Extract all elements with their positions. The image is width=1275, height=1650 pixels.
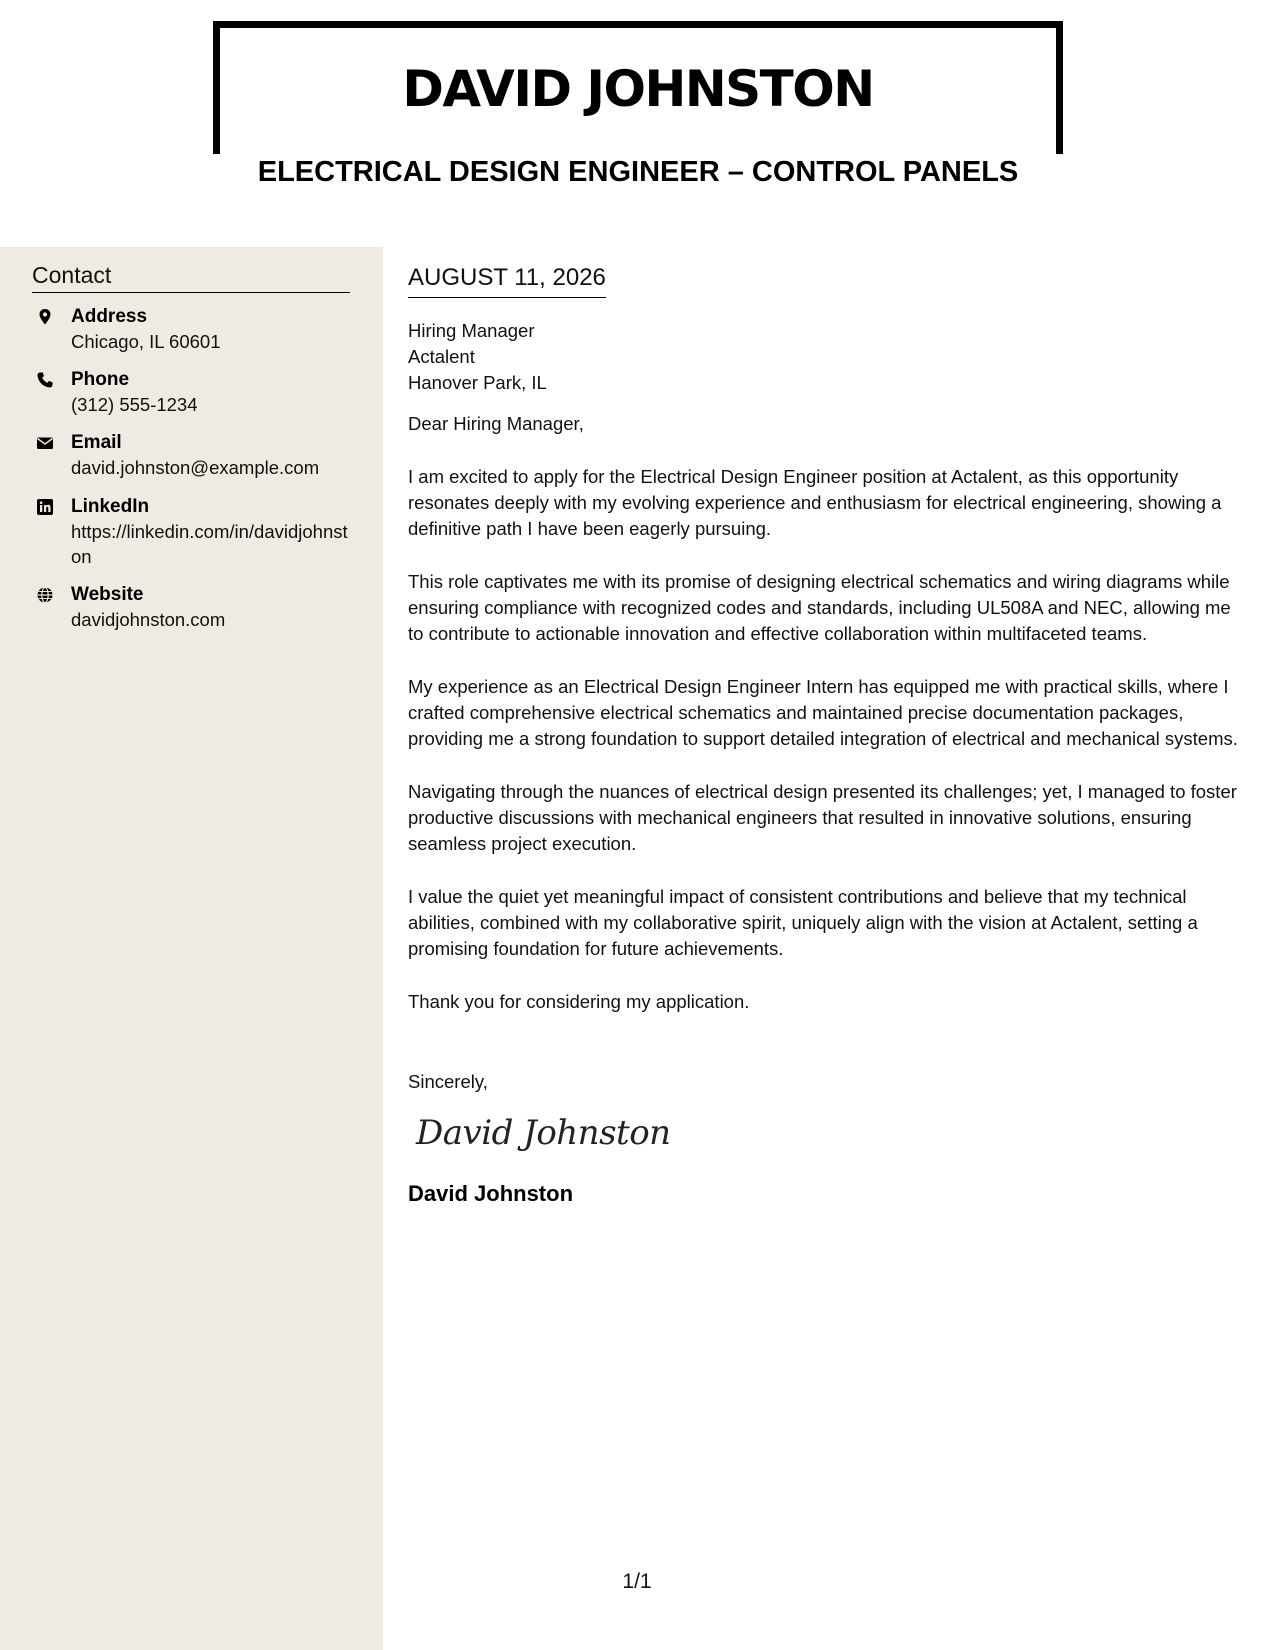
- phone-icon: [36, 371, 54, 389]
- page-number: 1/1: [622, 1570, 652, 1593]
- contact-heading: Contact: [32, 262, 350, 293]
- contact-linkedin: [32, 495, 352, 569]
- paragraph: I am excited to apply for the Electrical Design Engineer position at Actalent, as this opportunity resonates deeply with my evolving experience and enthusiasm for electrical engineering, showing a definitive path I have been eagerly pursuing.: [408, 466, 1222, 539]
- contact-value: (312) 555-1234: [71, 394, 198, 415]
- contact-address: [32, 305, 352, 354]
- applicant-name: DAVID JOHNSTON: [402, 60, 874, 118]
- contact-label: Phone: [71, 369, 130, 390]
- signer-name: David Johnston: [408, 1181, 574, 1206]
- linkedin-icon: [36, 498, 54, 516]
- recipient-block: [408, 318, 1238, 396]
- contact-value: davidjohnston.com: [71, 609, 226, 630]
- contact-email: [32, 431, 352, 480]
- paragraph: Thank you for considering my application.: [408, 991, 750, 1012]
- contact-value: https://linkedin.com/in/davidjohnston: [71, 521, 348, 567]
- contact-label: Address: [71, 306, 148, 327]
- closing: Sincerely,: [408, 1071, 488, 1092]
- paragraph: My experience as an Electrical Design Engineer Intern has equipped me with practical skills, where I crafted comprehensive electrical schematics and maintained precise documentation packages, providing me a strong foundation to support detailed integration of electrical and mechanical systems.: [408, 676, 1238, 749]
- recipient-line: Actalent: [408, 346, 475, 367]
- paragraph: This role captivates me with its promise of designing electrical schematics and wiring diagrams while ensuring compliance with recognized codes and standards, including UL508A and NEC, allowing me to contribute to actionable innovation and effective collaboration within multifaceted teams.: [408, 571, 1231, 644]
- letter-date: AUGUST 11, 2026: [408, 264, 606, 298]
- contact-value: david.johnston@example.com: [71, 457, 320, 478]
- job-title: ELECTRICAL DESIGN ENGINEER – CONTROL PANELS: [200, 154, 1076, 190]
- contact-label: LinkedIn: [71, 496, 150, 517]
- letter-body: [408, 264, 1238, 1207]
- recipient-line: Hanover Park, IL: [408, 372, 547, 393]
- contact-phone: [32, 368, 352, 417]
- paragraph: Navigating through the nuances of electrical design presented its challenges; yet, I managed to foster productive discussions with mechanical engineers that resulted in innovative solutions, ensuring seamless project execution.: [408, 781, 1237, 854]
- recipient-line: Hiring Manager: [408, 320, 535, 341]
- contact-label: Website: [71, 584, 144, 605]
- contact-website: [32, 583, 352, 632]
- salutation: Dear Hiring Manager,: [408, 413, 584, 434]
- signature: David Johnston: [416, 1113, 671, 1153]
- contact-value: Chicago, IL 60601: [71, 331, 221, 352]
- envelope-icon: [36, 434, 54, 452]
- globe-icon: [36, 586, 54, 604]
- map-pin-icon: [36, 308, 54, 326]
- paragraph: I value the quiet yet meaningful impact of consistent contributions and believe that my technical abilities, combined with my collaborative spirit, uniquely align with the vision at Actalent, setting a promising foundation for future achievements.: [408, 886, 1198, 959]
- contact-label: Email: [71, 432, 122, 453]
